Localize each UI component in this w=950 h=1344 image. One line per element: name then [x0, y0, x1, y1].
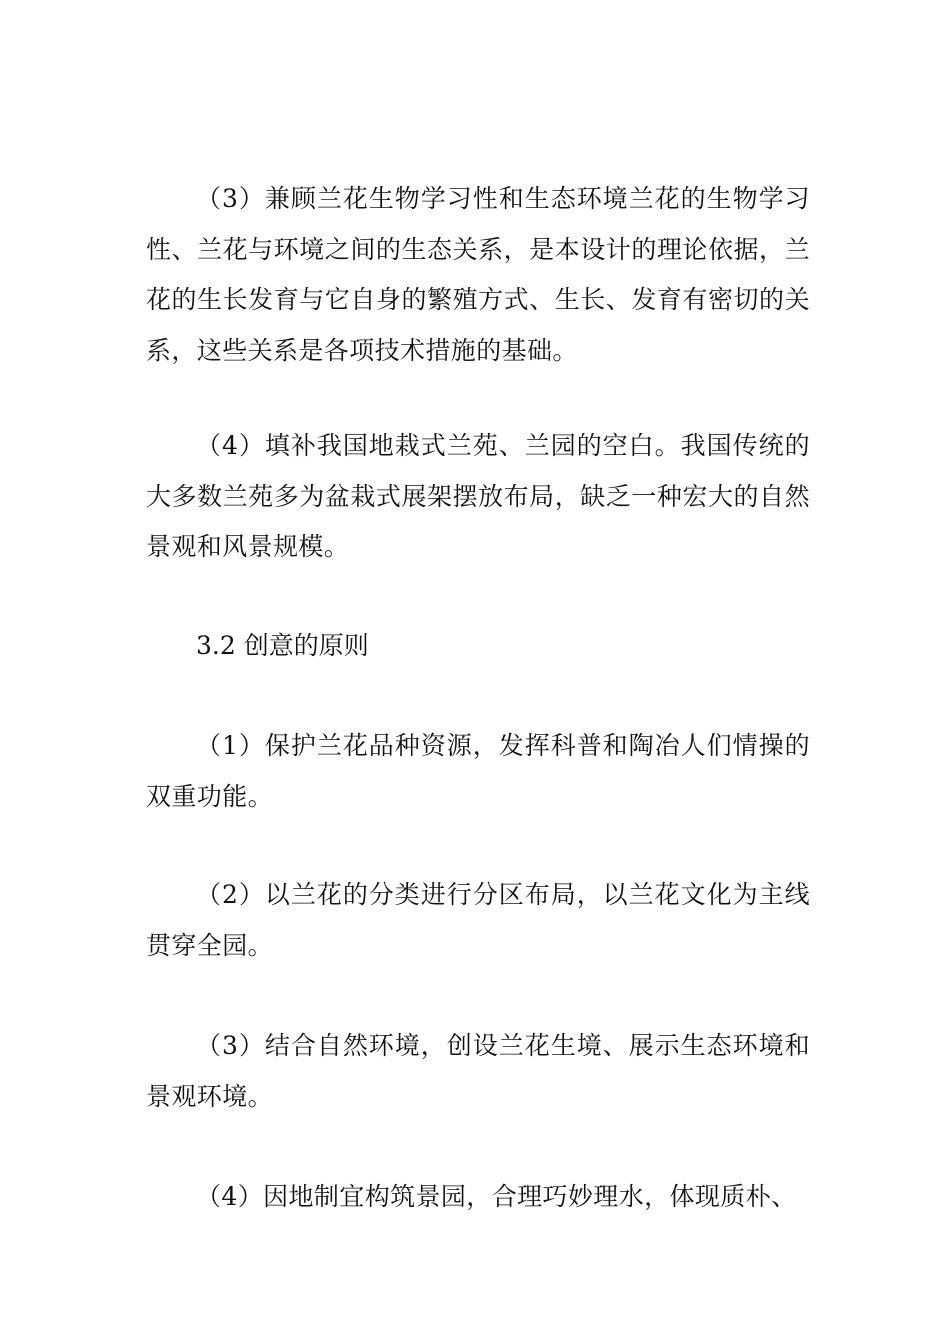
principle-item-1: （1）保护兰花品种资源，发挥科普和陶冶人们情操的双重功能。	[146, 731, 810, 811]
principle-item-3: （3）结合自然环境，创设兰花生境、展示生态环境和景观环境。	[146, 1031, 810, 1111]
section-heading: 3.2 创意的原则	[196, 631, 369, 660]
paragraph-ecology: （3）兼顾兰花生物学习性和生态环境兰花的生物学习性、兰花与环境之间的生态关系，是本设计的理论依据，兰花的生长发育与它自身的繁殖方式、生长、发育有密切的关系，这些关系是各项技术措施的基础。	[146, 184, 810, 365]
principle-item-2: （2）以兰花的分类进行分区布局，以兰花文化为主线贯穿全园。	[146, 880, 810, 960]
paragraph-fill-gap: （4）填补我国地栽式兰苑、兰园的空白。我国传统的大多数兰苑多为盆栽式展架摆放布局，缺乏一种宏大的自然景观和风景规模。	[146, 431, 810, 561]
principle-item-4: （4）因地制宜构筑景园，合理巧妙理水，体现质朴、	[196, 1182, 797, 1211]
